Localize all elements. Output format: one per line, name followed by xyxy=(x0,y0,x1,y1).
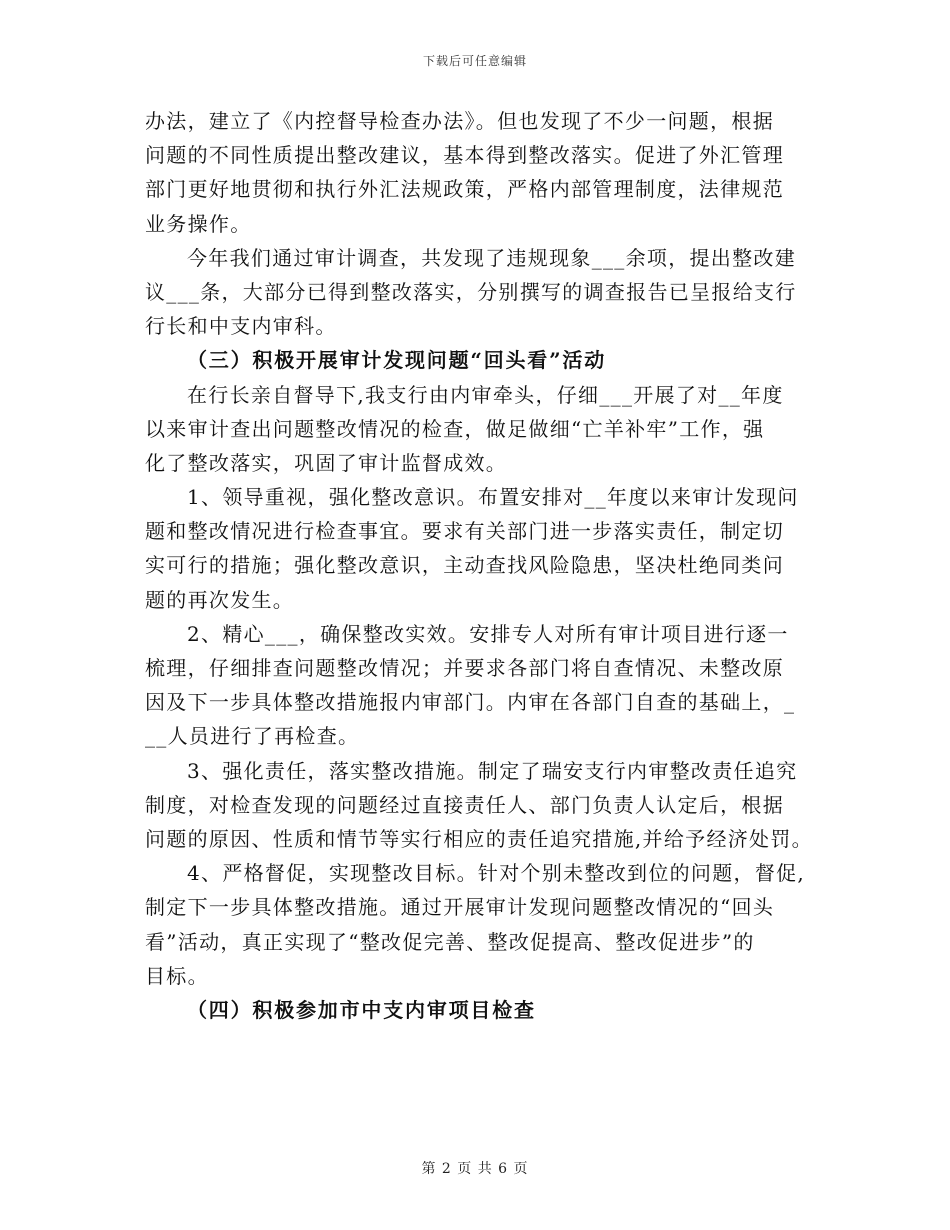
text-line: __人员进行了再检查。 xyxy=(145,724,360,749)
section-heading-4: （四）积极参加市中支内审项目检查 xyxy=(187,997,536,1022)
text-line: 题和整改情况进行检查事宜。要求有关部门进一步落实责任，制定切 xyxy=(145,519,784,544)
text-line: 制度，对检查发现的问题经过直接责任人、部门负责人认定后，根据 xyxy=(145,792,784,817)
text-line: 1、领导重视，强化整改意识。布置安排对__年度以来审计发现问 xyxy=(187,485,799,510)
text-line: 部门更好地贯彻和执行外汇法规政策，严格内部管理制度，法律规范 xyxy=(145,177,784,202)
text-line: 业务操作。 xyxy=(145,211,252,236)
text-line: 问题的不同性质提出整改建议，基本得到整改落实。促进了外汇管理 xyxy=(145,143,784,168)
document-body xyxy=(145,104,815,1027)
text-line: 4、严格督促，实现整改目标。针对个别未整改到位的问题，督促, xyxy=(187,861,806,886)
text-line: 梳理，仔细排查问题整改情况；并要求各部门将自查情况、未整改原 xyxy=(145,656,784,680)
text-line: 看”活动，真正实现了“整改促完善、整改促提高、整改促进步”的 xyxy=(145,929,755,954)
text-line: 3、强化责任，落实整改措施。制定了瑞安支行内审整改责任追究 xyxy=(187,758,798,783)
text-line: 议___条，大部分已得到整改落实，分别撰写的调查报告已呈报给支行 xyxy=(145,279,797,304)
text-line: 今年我们通过审计调查，共发现了违规现象___余项，提出整改建 xyxy=(187,245,796,270)
text-line: 行长和中支内审科。 xyxy=(145,314,337,339)
text-line: 办法，建立了《内控督导检查办法》。但也发现了不少一问题，根据 xyxy=(145,109,774,133)
section-heading-3: （三）积极开展审计发现问题“回头看”活动 xyxy=(187,348,607,373)
page-number: 第 2 页 共 6 页 xyxy=(421,1161,529,1177)
header-note: 下载后可任意编辑 xyxy=(422,54,527,68)
text-line: 以来审计查出问题整改情况的检查，做足做细“亡羊补牢”工作，强 xyxy=(145,416,765,441)
text-line: 2、精心___，确保整改实效。安排专人对所有审计项目进行逐一 xyxy=(187,621,789,646)
text-line: 制定下一步具体整改措施。通过开展审计发现问题整改情况的“回头 xyxy=(145,895,775,920)
text-line: 目标。 xyxy=(145,963,209,988)
text-line: 实可行的措施；强化整改意识，主动查找风险隐患，坚决杜绝同类问 xyxy=(145,553,784,578)
text-line: 问题的原因、性质和情节等实行相应的责任追究措施,并给予经济处罚。 xyxy=(145,826,813,851)
text-line: 题的再次发生。 xyxy=(145,587,295,612)
text-line: 因及下一步具体整改措施报内审部门。内审在各部门自查的基础上，_ xyxy=(145,690,796,715)
text-line: 化了整改落实，巩固了审计监督成效。 xyxy=(145,450,508,475)
text-line: 在行长亲自督导下,我支行由内审牵头，仔细___开展了对__年度 xyxy=(187,382,784,407)
